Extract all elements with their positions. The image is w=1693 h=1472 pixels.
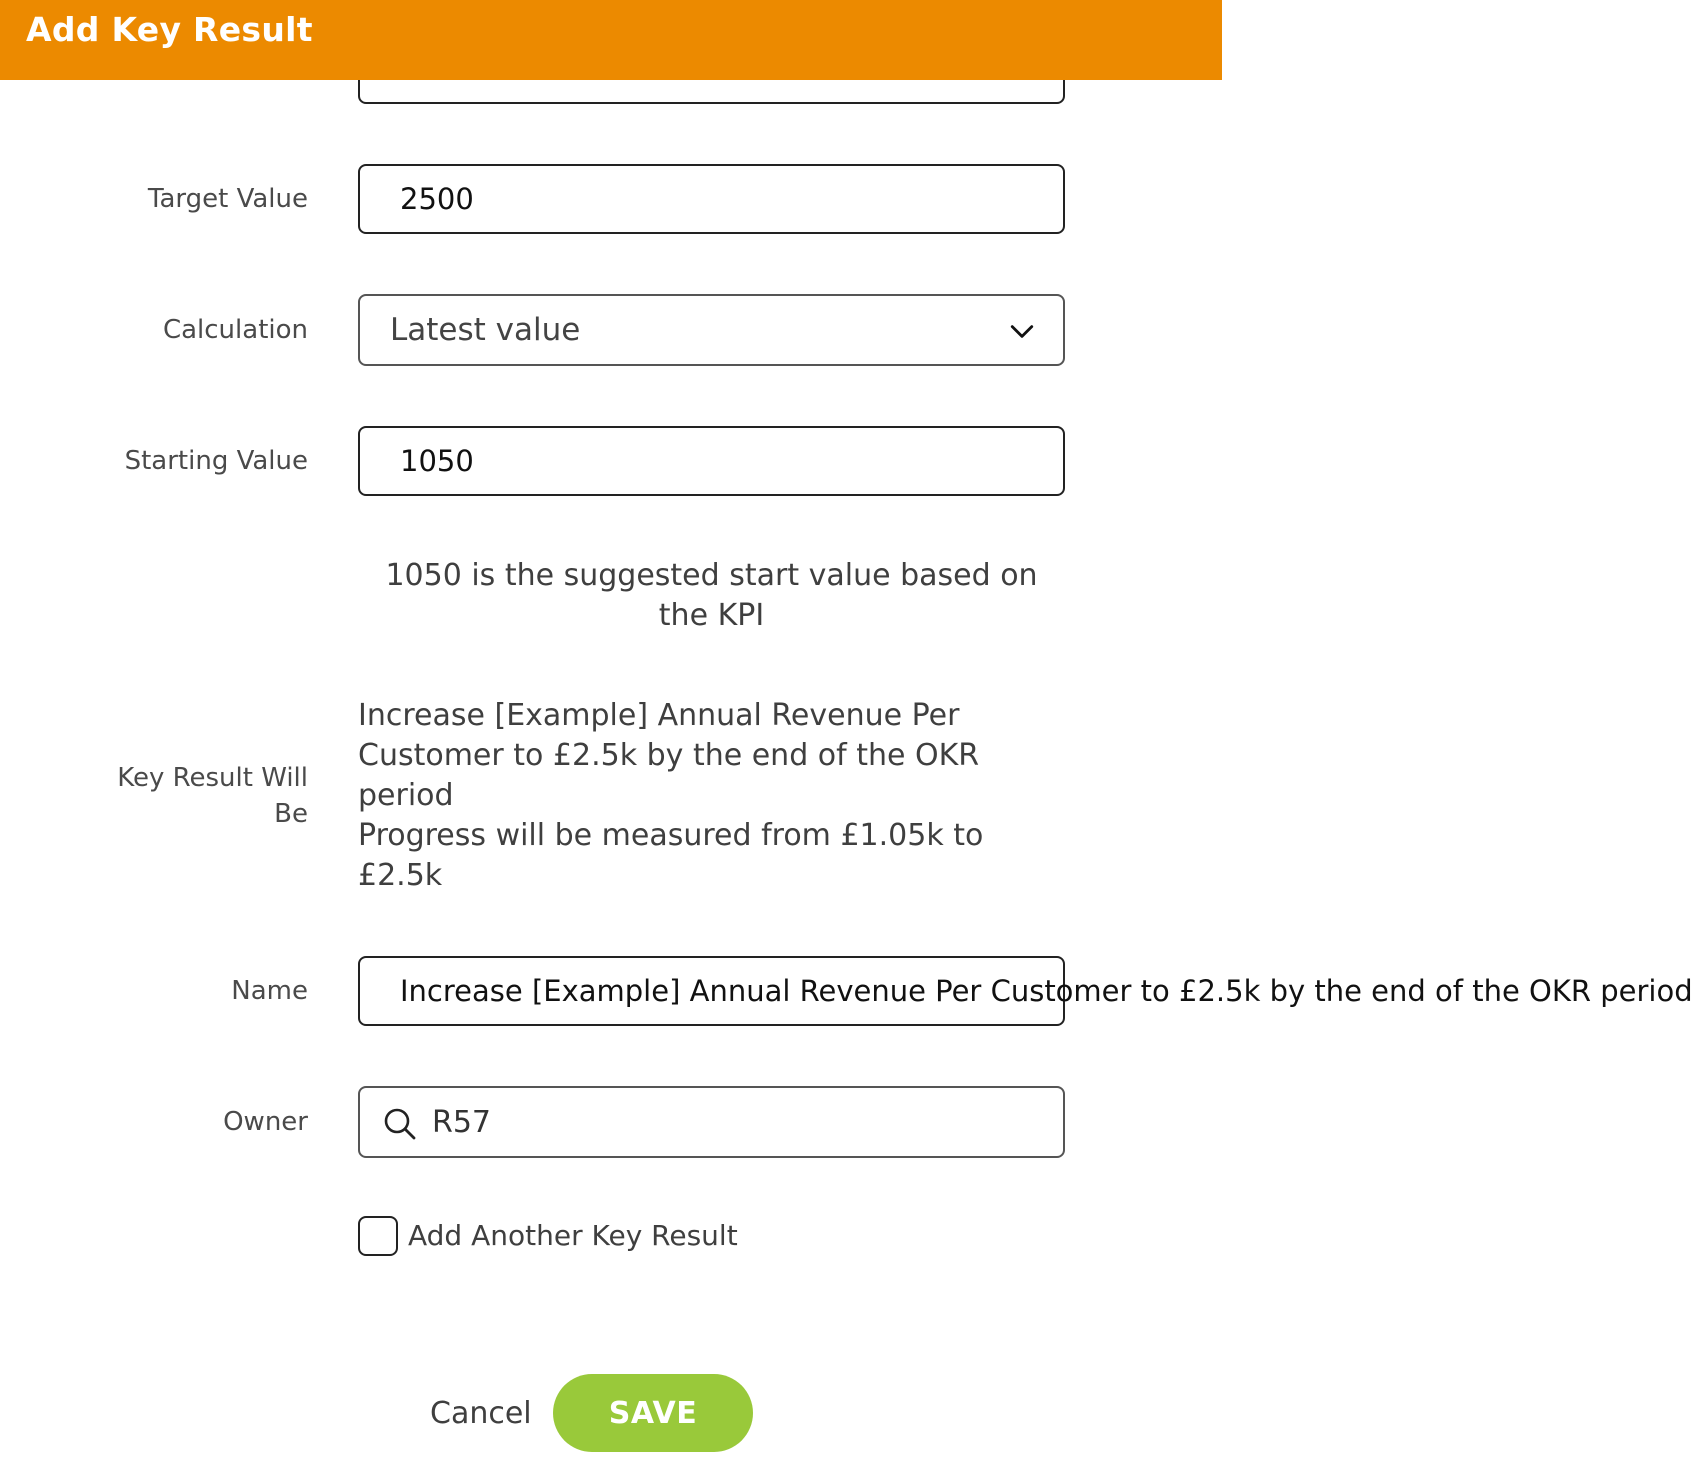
dialog-header (0, 0, 1222, 80)
chevron-down-icon (1009, 318, 1035, 344)
calculation-selected-value: Latest value (390, 312, 581, 348)
starting-value-text: 1050 (400, 444, 474, 478)
name-input[interactable] (358, 956, 1693, 1026)
calculation-select[interactable] (358, 294, 1065, 366)
owner-search-input[interactable] (358, 1086, 1065, 1158)
key-result-progress-range: Progress will be measured from £1.05k to £2.5k (358, 818, 984, 893)
target-value-input[interactable] (358, 164, 1065, 234)
target-value-label: Target Value (147, 184, 308, 214)
add-another-checkbox[interactable] (358, 1216, 398, 1256)
cancel-button[interactable]: Cancel (430, 1396, 532, 1431)
calculation-label: Calculation (162, 315, 308, 345)
name-text: Increase [Example] Annual Revenue Per Customer to £2.5k by the end of the OKR period (400, 974, 1693, 1008)
suggested-start-hint: 1050 is the suggested start value based on the KPI (385, 558, 1038, 633)
key-result-will-be-label: Key Result Will Be (117, 763, 308, 829)
dialog-title: Add Key Result (26, 10, 313, 49)
key-result-preview (358, 696, 1065, 896)
owner-label: Owner (223, 1107, 308, 1137)
save-button[interactable]: SAVE (553, 1374, 753, 1452)
starting-value-label: Starting Value (124, 446, 308, 476)
name-label: Name (231, 976, 308, 1006)
owner-text: R57 (432, 1104, 492, 1140)
search-icon (382, 1106, 418, 1142)
key-result-summary: Increase [Example] Annual Revenue Per Customer to £2.5k by the end of the OKR period (358, 698, 980, 813)
add-another-label[interactable]: Add Another Key Result (408, 1219, 738, 1252)
starting-value-input[interactable] (358, 426, 1065, 496)
target-value-text: 2500 (400, 182, 474, 216)
